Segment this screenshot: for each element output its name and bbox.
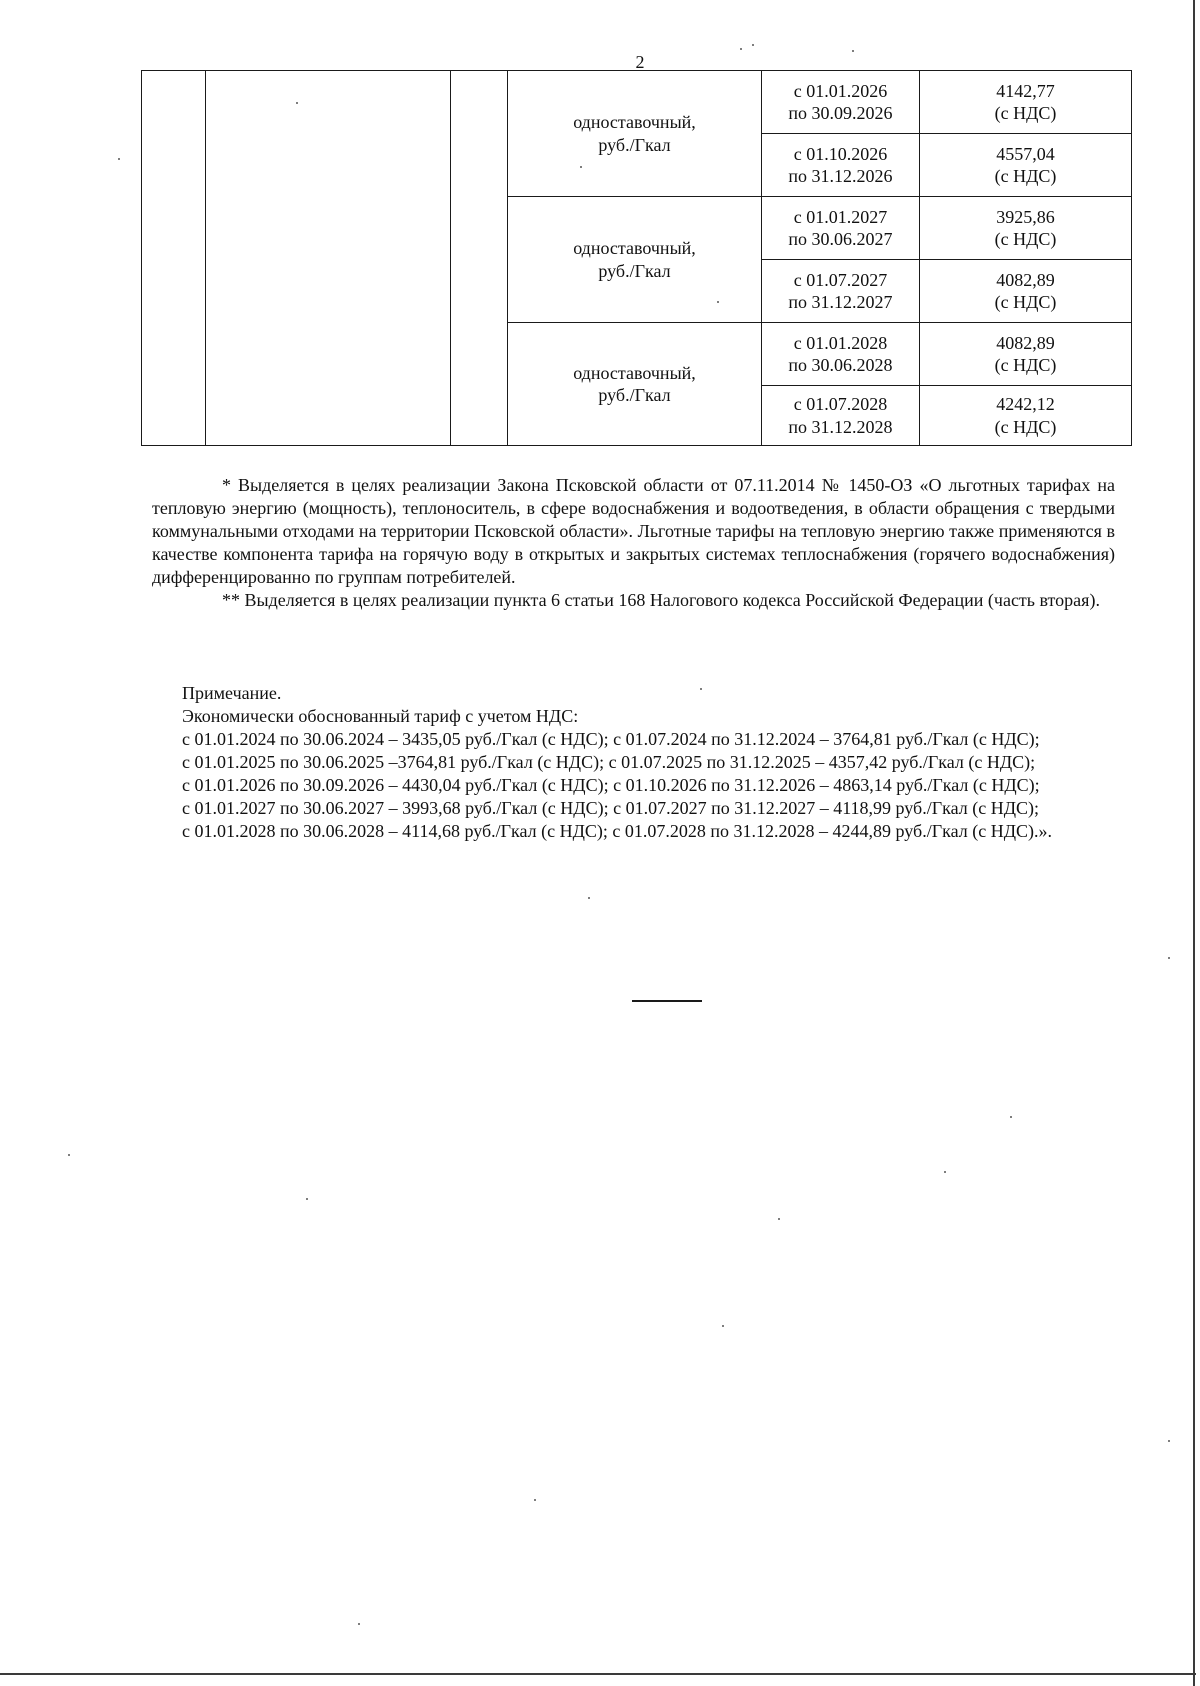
- tariff-value-cell: [920, 134, 1132, 197]
- page-edge-right: [1193, 0, 1195, 1686]
- tariff-value: 4142,77: [996, 80, 1055, 101]
- tariff-type-line2: руб./Гкал: [598, 134, 671, 155]
- scan-speck: [1168, 1440, 1170, 1442]
- tariff-type-line2: руб./Гкал: [598, 385, 671, 405]
- tariff-value-cell: [920, 260, 1132, 323]
- footnotes: [152, 474, 1115, 612]
- scan-speck: [852, 50, 854, 52]
- scan-speck: [1168, 957, 1170, 959]
- tariff-value: 4242,12: [996, 394, 1055, 414]
- period-to: по 30.06.2028: [788, 355, 893, 375]
- table-row: [142, 71, 1132, 134]
- vat-label: (с НДС): [994, 166, 1057, 186]
- period-from: с 01.07.2027: [793, 269, 888, 290]
- scan-speck: [68, 1154, 70, 1156]
- period-from: с 01.01.2026: [793, 80, 888, 101]
- period-to: по 31.12.2026: [788, 166, 893, 186]
- tariff-value-cell: [920, 323, 1132, 386]
- tariff-type-line2: руб./Гкал: [598, 260, 671, 281]
- tariff-value: 4557,04: [996, 143, 1055, 164]
- period-from: с 01.10.2026: [793, 143, 888, 164]
- scan-speck: [700, 688, 702, 690]
- note-line: с 01.01.2026 по 30.09.2026 – 4430,04 руб./Гкал (с НДС); с 01.10.2026 по 31.12.2026 – 4863,14 руб./Гкал (с НДС);: [182, 775, 1040, 795]
- tariff-value: 4082,89: [996, 332, 1055, 353]
- tariff-value: 3925,86: [996, 206, 1055, 227]
- period-cell: [762, 323, 920, 386]
- vat-label: (с НДС): [994, 229, 1057, 249]
- note-heading: Примечание.: [182, 683, 282, 703]
- tariff-type-line1: одноставочный,: [573, 238, 696, 258]
- scan-speck: [778, 1218, 780, 1220]
- scan-speck: [740, 48, 742, 50]
- period-to: по 31.12.2028: [788, 416, 893, 437]
- note-line: с 01.01.2024 по 30.06.2024 – 3435,05 руб./Гкал (с НДС); с 01.07.2024 по 31.12.2024 – 3764,81 руб./Гкал (с НДС);: [182, 729, 1040, 749]
- note-line: с 01.01.2027 по 30.06.2027 – 3993,68 руб./Гкал (с НДС); с 01.07.2027 по 31.12.2027 – 4118,99 руб./Гкал (с НДС);: [182, 798, 1039, 818]
- scan-speck: [580, 166, 582, 168]
- scan-speck: [717, 301, 719, 303]
- blank-column-2: [206, 71, 451, 446]
- scan-speck: [358, 1623, 360, 1625]
- scan-speck: [944, 1171, 946, 1173]
- blank-column-1: [142, 71, 206, 446]
- note-line: с 01.01.2028 по 30.06.2028 – 4114,68 руб./Гкал (с НДС); с 01.07.2028 по 31.12.2028 – 4244,89 руб./Гкал (с НДС).».: [182, 821, 1052, 841]
- period-cell: [762, 386, 920, 446]
- tariff-type-line1: одноставочный,: [573, 362, 696, 383]
- tariff-type-cell: [508, 323, 762, 446]
- scan-speck: [588, 897, 590, 899]
- tariff-type-cell: [508, 71, 762, 197]
- scan-speck: [1010, 1116, 1012, 1118]
- period-to: по 31.12.2027: [788, 292, 893, 312]
- scan-speck: [722, 1325, 724, 1327]
- page-number: 2: [635, 52, 645, 72]
- tariff-value-cell: [920, 386, 1132, 446]
- scan-speck: [118, 158, 120, 160]
- footnote-single-star: * Выделяется в целях реализации Закона Псковской области от 07.11.2014 № 1450-ОЗ «О льготных тарифах на тепловую энергию (мощность), теплоноситель, в сфере водоснабжения и водоотведения, в области обращения с твердыми коммунальными отходами на территории Псковской области». Льготные тарифы на тепловую энергию также применяются в качестве компонента тарифа на горячую воду в открытых и закрытых системах теплоснабжения (горячего водоснабжения) дифференцированно по группам потребителей.: [152, 475, 1115, 587]
- scan-speck: [752, 44, 754, 46]
- tariff-value-cell: [920, 71, 1132, 134]
- tariff-value-cell: [920, 197, 1132, 260]
- scan-speck: [534, 1499, 536, 1501]
- tariff-value: 4082,89: [996, 269, 1055, 290]
- period-cell: [762, 134, 920, 197]
- period-from: с 01.07.2028: [793, 394, 888, 414]
- tariff-type-line1: одноставочный,: [573, 112, 696, 132]
- vat-label: (с НДС): [994, 292, 1057, 312]
- period-from: с 01.01.2027: [793, 206, 888, 227]
- note-section: [152, 682, 1115, 843]
- end-rule: [632, 1000, 702, 1002]
- vat-label: (с НДС): [994, 355, 1057, 375]
- note-subheading: Экономически обоснованный тариф с учетом НДС:: [182, 706, 579, 726]
- tariff-table: [141, 70, 1132, 446]
- period-cell: [762, 197, 920, 260]
- page-edge-bottom: [0, 1673, 1196, 1675]
- period-cell: [762, 260, 920, 323]
- vat-label: (с НДС): [994, 103, 1057, 123]
- period-to: по 30.09.2026: [788, 103, 893, 123]
- note-line: с 01.01.2025 по 30.06.2025 –3764,81 руб./Гкал (с НДС); с 01.07.2025 по 31.12.2025 – 4357,42 руб./Гкал (с НДС);: [182, 752, 1036, 772]
- footnote-double-star: ** Выделяется в целях реализации пункта 6 статьи 168 Налогового кодекса Российской Федерации (часть вторая).: [222, 590, 1100, 610]
- tariff-type-cell: [508, 197, 762, 323]
- period-cell: [762, 71, 920, 134]
- vat-label: (с НДС): [994, 416, 1057, 437]
- scan-speck: [306, 1198, 308, 1200]
- blank-column-3: [451, 71, 508, 446]
- period-to: по 30.06.2027: [788, 229, 893, 249]
- scan-speck: [296, 102, 298, 104]
- period-from: с 01.01.2028: [793, 332, 888, 353]
